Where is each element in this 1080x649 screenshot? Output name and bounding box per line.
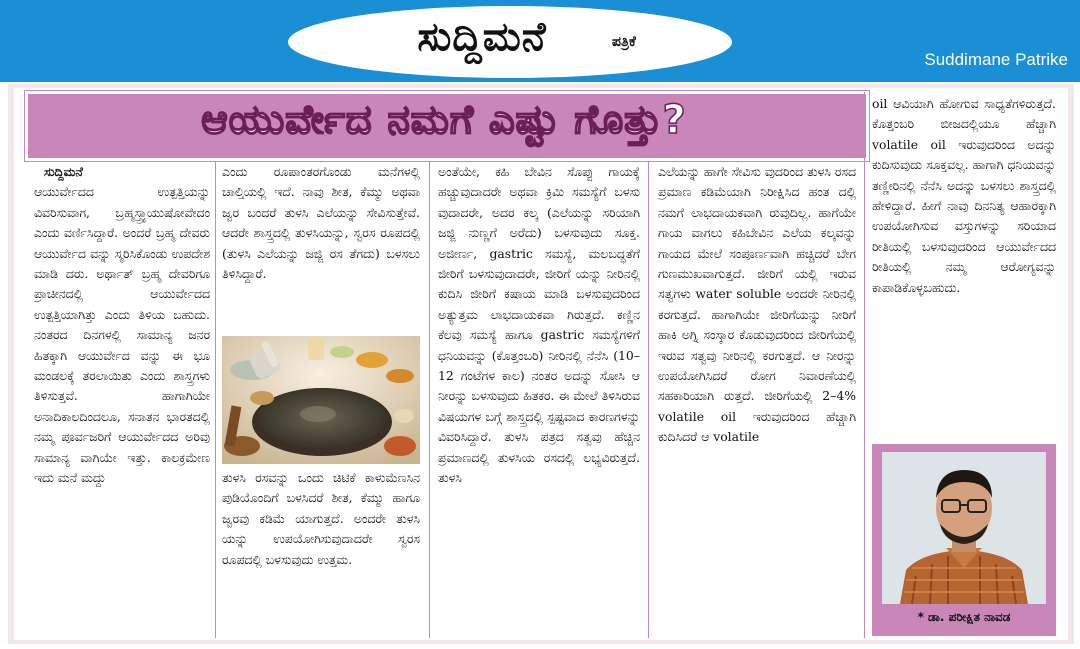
herbs-photo (222, 336, 420, 464)
author-photo (882, 452, 1046, 604)
column-divider (215, 162, 216, 638)
article-headline: ಆಯುರ್ವೇದ ನಮಗೆ ಎಷ್ಟು ಗೊತ್ತು? (201, 97, 687, 143)
column-1-text: ಆಯುರ್ವೇದದ ಉತ್ಪತ್ತಿಯನ್ನು ವಿವರಿಸುವಾಗ, ಬ್ರಹ್ಮಸ್ತ್ರ್ಯಾಯುಷೋವೇದಂ ಎಂದು ವರ್ಣಿಸಿದ್ದಾರೆ. ಅಂದರೆ ಬ್ರಹ್ಮ ದೇವರು ಆಯುರ್ವೇದ ವನ್ನು ಸ್ಮರಿಸಿಕೊಂಡು ಉಪದೇಶ ಮಾಡಿ ದರು. ಅರ್ಥಾತ್ ಬ್ರಹ್ಮ ದೇವರಿಗೂ ಪ್ರಾಚೀನದಲ್ಲಿ ಆಯುರ್ವೇದದ ಉತ್ಪತ್ತಿಯಾಗಿತ್ತು ಎಂದು ತಿಳಿಯ ಬಹುದು. ನಂತರದ ದಿನಗಳಲ್ಲಿ ಸಾಮಾನ್ಯ ಜನರ ಹಿತಕ್ಕಾಗಿ ಆಯುರ್ವೇದ ವನ್ನು ಈ ಭೂ ಮಂಡಲಕ್ಕೆ ತರಲಾಯಿತು ಎಂದು ಶಾಸ್ತ್ರಗಳು ತಿಳಿಸುತ್ತವೆ. ಹಾಗಾಗಿಯೇ ಅನಾದಿಕಾಲದಿಂದಲೂ, ಸನಾತನ ಭಾರತದಲ್ಲಿ ನಮ್ಮ ಪೂರ್ವಜರಿಗೆ ಆಯುರ್ವೇದದ ಅರಿವು ಸಾಮಾನ್ಯ ವಾಗಿಯೇ ಇತ್ತು. ಕಾಲಕ್ರಮೇಣ ಇದು ಮನೆ ಮದ್ದು (34, 184, 210, 486)
article-column-1 (34, 162, 210, 640)
column-5-text: oil ಆವಿಯಾಗಿ ಹೋಗುವ ಸಾಧ್ಯತೆಗಳಿರುತ್ತದೆ. ಕೊತ್ತಂಬರಿ ಬೀಜದಲ್ಲಿಯೂ ಹೆಚ್ಚಾಗಿ volatile oil ಇರುವುದರಿಂದ ಅದನ್ನು ಕುದಿಸುವುದು ಸೂಕ್ತವಲ್ಲ. ಹಾಗಾಗಿ ಧನಿಯವನ್ನು ತಣ್ಣೀರಿನಲ್ಲಿ ನೆನೆಸಿ ಅದನ್ನು ಬಳಸಲು ಶಾಸ್ತ್ರದಲ್ಲಿ ಹೇಳಿದ್ದಾರೆ. ಹೀಗೆ ನಾವು ದಿನನಿತ್ಯ ಆಹಾರಕ್ಕಾಗಿ ಉಪಯೋಗಿಸುವ ವಸ್ತುಗಳನ್ನು ಸರಿಯಾದ ರೀತಿಯಲ್ಲಿ ಬಳಸುವುದರಿಂದ ಆಯುರ್ವೇದದ ರೀತಿಯಲ್ಲಿ ನಮ್ಮ ಆರೋಗ್ಯವನ್ನು ಕಾಪಾಡಿಕೊಳ್ಳಬಹುದು. (872, 96, 1056, 295)
column-2-continued-text: ತುಳಸಿ ರಸವನ್ನು ಒಂದು ಚಿಟಿಕೆ ಕಾಳುಮೆಣಸಿನ ಪುಡಿಯೊಂದಿಗೆ ಬಳಸಿದರೆ ಶೀತ, ಕೆಮ್ಮು ಹಾಗೂ ಜ್ವರವು ಕಡಿಮೆ ಯಾಗುತ್ತದೆ. ಅಂದರೇ ತುಳಸಿ ಯನ್ನು ಉಪಯೋಗಿಸುವುದಾದರೇ ಸ್ವರಸ ರೂಪದಲ್ಲಿ ಬಳಸುವುದು ಉತ್ತಮ. (222, 470, 420, 567)
column-divider (429, 162, 430, 638)
author-portrait (882, 452, 1046, 604)
column-divider (648, 162, 649, 638)
masthead-title: ಸುದ್ದಿಮನೆ (417, 14, 547, 60)
column-2-text: ಎಂದು ರೂಪಾಂತರಗೊಂಡು ಮನೆಗಳಲ್ಲಿ ಚಾಲ್ತಿಯಲ್ಲಿ ಇದೆ. ನಾವು ಶೀತ, ಕೆಮ್ಮು ಅಥವಾ ಜ್ವರ ಬಂದರೆ ತುಳಸಿ ಎಲೆಯನ್ನು ಸೇವಿಸುತ್ತೇವೆ. ಆದರೇ ಶಾಸ್ತ್ರದಲ್ಲಿ ತುಳಸಿಯನ್ನು, ಸ್ವರಸ ರೂಪದಲ್ಲಿ (ತುಳಸಿ ಎಲೆಯನ್ನು ಜಜ್ಜಿ ರಸ ತೆಗದು) ಬಳಸಲು ತಿಳಿಸಿದ್ದಾರೆ. (222, 164, 420, 282)
column-3-text: ಅಂತೆಯೇ, ಕಹಿ ಬೇವಿನ ಸೊಪ್ಪು ಗಾಯಕ್ಕೆ ಹಚ್ಚುವುದಾದರೇ ಅಥವಾ ಕ್ರಿಮಿ ಸಮಸ್ಯೆಗೆ ಬಳಸು ವುದಾದರೇ, ಅದರ ಕಲ್ಕ (ಎಲೆಯನ್ನು ಸರಿಯಾಗಿ ಜಜ್ಜಿ ನುಣ್ಣಗೆ ಅರೆದು) ಬಳಸುವುದು ಸೂಕ್ತ. ಅಜೀರ್ಣ, gastric ಸಮಸ್ಯೆ, ಮಲಬದ್ಧತೆಗೆ ಜೀರಿಗೆ ಬಳಸುವುದಾದರೇ, ಜೀರಿಗೆ ಯನ್ನು ನೀರಿನಲ್ಲಿ ಕುದಿಸಿ ಜೀರಿಗೆ ಕಷಾಯ ಮಾಡಿ ಬಳಸುವುದರಿಂದ ಅತ್ಯುತ್ತಮ ಲಾಭದಾಯಕವಾ ಗಿರುತ್ತದೆ. ಕಣ್ಣಿನ ಕೆಲವು ಸಮಸ್ಯೆ ಹಾಗೂ gastric ಸಮಸ್ಯೆಗಳಿಗೆ ಧನಿಯವನ್ನು (ಕೊತ್ತಂಬರಿ) ನೀರಿನಲ್ಲಿ ನೆನೆಸಿ (10–12 ಗಂಟೆಗಳ ಕಾಲ) ನಂತರ ಅದನ್ನು ಸೋಸಿ ಆ ನೀರನ್ನು ಬಳಸುವುದು ಹಿತಕರ. ಈ ಮೇಲೆ ತಿಳಿಸಿರುವ ವಿಷಯಗಳ ಬಗ್ಗೆ ಶಾಸ್ತ್ರದಲ್ಲಿ ಸ್ಪಷ್ಟವಾದ ಕಾರಣಗಳನ್ನು ವಿವರಿಸಿದ್ದಾರೆ. ತುಳಸಿ ಪತ್ರದ ಸತ್ವವು ಹೆಚ್ಚಿನ ಪ್ರಮಾಣದಲ್ಲಿ ತುಳಸಿಯ ರಸದಲ್ಲಿ ಲಭ್ಯವಿರುತ್ತದೆ. ತುಳಸಿ (438, 164, 640, 486)
article-byline: ಸುದ್ದಿಮನೆ (44, 164, 83, 179)
masthead-brand-name: Suddimane Patrike (924, 50, 1068, 69)
herbs-illustration (222, 336, 420, 464)
masthead-subtitle: ಪತ್ರಿಕೆ (612, 34, 636, 50)
column-4-text: ಎಲೆಯನ್ನು ಹಾಗೇ ಸೇವಿಸು ವುದರಿಂದ ತುಳಸಿ ರಸದ ಪ್ರಮಾಣ ಕಡಿಮೆಯಾಗಿ ನಿರೀಕ್ಷಿಸಿದ ಹಂತ ದಲ್ಲಿ ನಮಗೆ ಲಾಭದಾಯಕವಾಗಿ ರುವುದಿಲ್ಲ. ಹಾಗೆಯೇ ಗಾಯ ವಾಗಲು ಕಹಿಬೇವಿನ ಎಲೆಯ ಕಲ್ಕವನ್ನು ಗಾಯದ ಮೇಲೆ ಸಂಪೂರ್ಣವಾಗಿ ಹಚ್ಚಿದರೆ ಬೇಗ ಗುಣಮುಖವಾಗುತ್ತದೆ. ಜೀರಿಗೆ ಯಲ್ಲಿ ಇರುವ ಸತ್ವಗಳು water soluble ಅಂದರೇ ನೀರಿನಲ್ಲಿ ಕರಗುತ್ತದೆ. ಹಾಗಾಗಿಯೇ ಜೀರಿಗೆಯನ್ನು ನೀರಿಗೆ ಹಾಕಿ ಅಗ್ನಿ ಸಂಸ್ಕಾರ ಕೊಡುವುದರಿಂದ ಜೀರಿಗೆಯಲ್ಲಿ ಇರುವ ಸತ್ವವು ನೀರಿನಲ್ಲಿ ಕರಗುತ್ತದೆ. ಆ ನೀರನ್ನು ಉಪಯೋಗಿಸಿದರೆ ರೋಗ ನಿವಾರಣೆಯಲ್ಲಿ ಸಹಕಾರಿಯಾಗಿ ರುತ್ತದೆ. ಜೀರಿಗೆಯಲ್ಲಿ 2–4% volatile oil ಇರುವುದರಿಂದ ಹೆಚ್ಚಾಗಿ ಕುದಿಸಿದರೆ ಆ volatile (658, 164, 856, 445)
column-divider (864, 92, 865, 638)
author-caption: * ಡಾ. ಪರೀಕ್ಷಿತ ನಾವಡ (917, 610, 1011, 624)
